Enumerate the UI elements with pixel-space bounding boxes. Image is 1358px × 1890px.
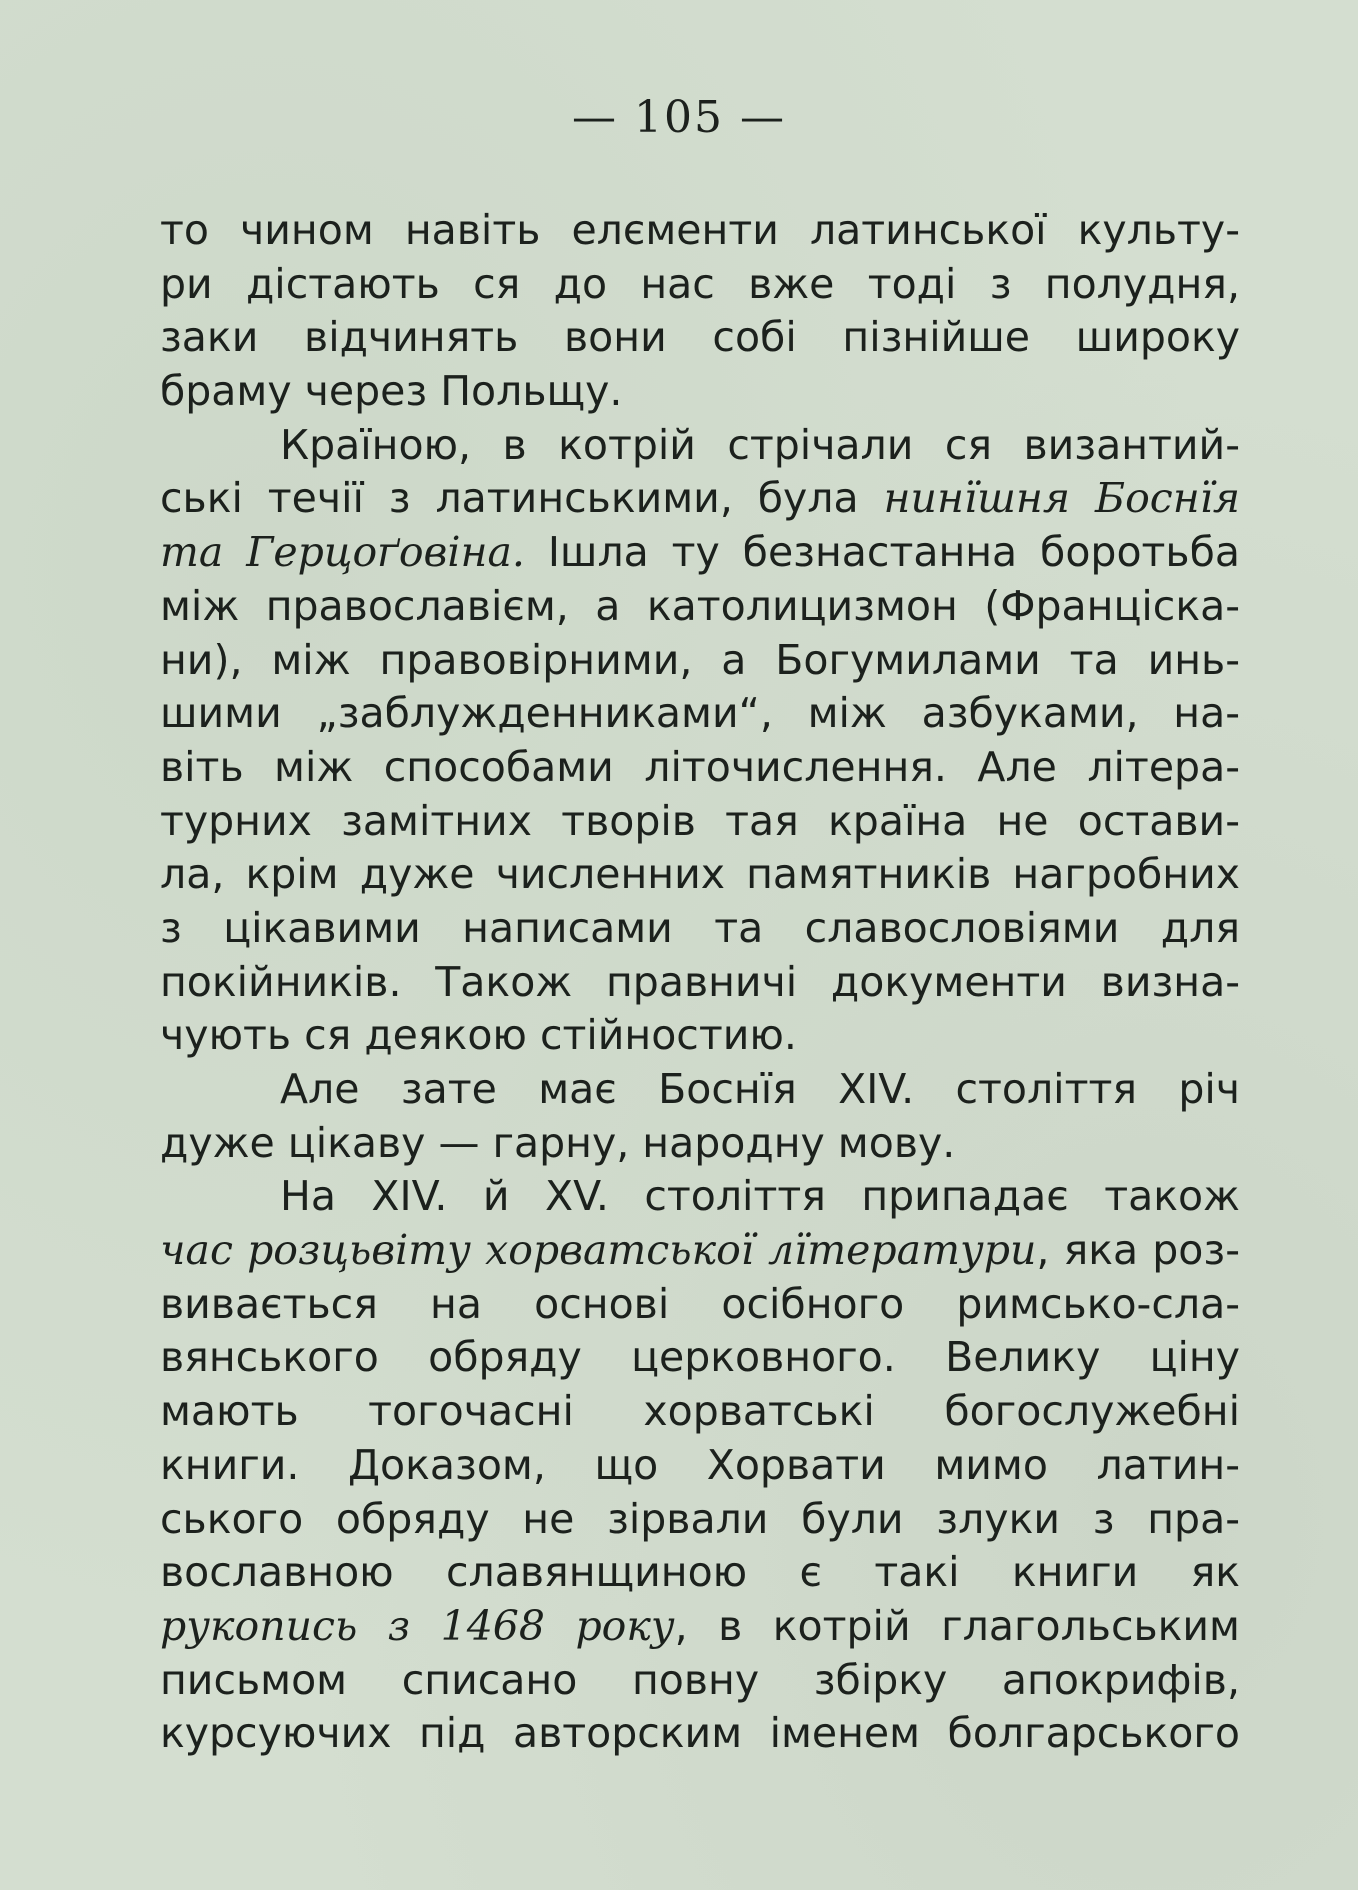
text-line: шими „заблужденниками“, між азбуками, на-	[160, 689, 1240, 738]
text-line	[160, 1600, 1240, 1654]
text-line: письмом списано повну збірку апокрифів,	[160, 1655, 1240, 1704]
text-line	[160, 526, 1240, 580]
text-line	[160, 472, 1240, 526]
text-line: браму через Польщу.	[160, 367, 623, 416]
text-run: ські течії з латинськими, була	[160, 474, 884, 523]
text-line: дуже цікаву — гарну, народну мову.	[160, 1118, 956, 1167]
text-line: Але зате має Боснїя XIV. століття річ	[280, 1065, 1240, 1113]
text-line: з цікавими написами та славословіями для	[160, 903, 1240, 952]
text-line: Країною, в котрій стрічали ся византий-	[280, 420, 1240, 469]
text-line: чують ся деякою стійностию.	[160, 1011, 797, 1060]
text-line: курсуючих під авторским іменем болгарського	[160, 1709, 1240, 1758]
body-text	[160, 204, 1240, 1761]
text-run: Ішла ту безнастанна боротьба	[524, 528, 1240, 577]
italic-text-run: нинїшня Боснїя	[883, 474, 1240, 523]
text-line: то чином навіть елєменти латинської культу-	[160, 206, 1240, 254]
text-line: ського обряду не зірвали були злуки з пра-	[160, 1494, 1240, 1543]
text-line: віть між способами літочислення. Але літера-	[160, 742, 1240, 791]
page-number: — 105 —	[572, 92, 786, 143]
text-line	[160, 1224, 1240, 1278]
text-line: вивається на основі осібного римсько-сла-	[160, 1279, 1240, 1328]
text-line: вославною славянщиною є такі книги як	[160, 1548, 1240, 1597]
text-line: ни), між правовірними, а Богумилами та инь-	[160, 635, 1240, 684]
text-line: книги. Доказом, що Хорвати мимо латин-	[160, 1440, 1240, 1489]
text-line: покійників. Також правничі документи визна-	[160, 957, 1240, 1006]
italic-text-run: час розцьвіту хорватської лїтератури	[160, 1226, 1037, 1275]
text-line: заки відчинять вони собі пізнійше широку	[160, 313, 1240, 362]
text-line: ри дістають ся до нас вже тоді з полудня,	[160, 259, 1240, 308]
text-run: , яка роз-	[1036, 1226, 1240, 1275]
text-line: між православієм, а католицизмон (Франціска-	[160, 581, 1240, 630]
text-run: , в котрій глагольським	[674, 1601, 1240, 1650]
text-line: ла, крім дуже численних памятників нагробних	[160, 850, 1240, 899]
text-line: мають тогочасні хорватські богослужебні	[160, 1387, 1240, 1436]
text-line: турних замітних творів тая країна не остави-	[160, 796, 1240, 845]
italic-text-run: та Герцоґовіна.	[160, 528, 525, 577]
italic-text-run: рукопись з 1468 року	[160, 1601, 675, 1650]
text-line: вянського обряду церковного. Велику ціну	[160, 1333, 1240, 1382]
text-line: На XIV. й XV. століття припадає також	[280, 1172, 1240, 1221]
